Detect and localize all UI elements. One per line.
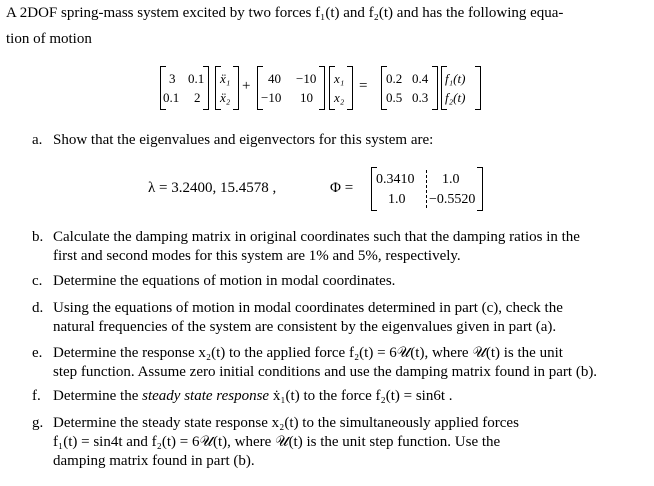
matrix-cell: 0.1 [188, 71, 205, 86]
item-a [32, 131, 632, 153]
vector-cell: ẍ₂ [220, 90, 231, 105]
matrix-cell: 3 [169, 71, 176, 86]
intro-line-1: A 2DOF spring-mass system excited by two forces f₁(t) and f₂(t) and has the following equa- [6, 5, 564, 21]
matrix-cell: 1.0 [442, 172, 460, 187]
item-label: a. [32, 132, 43, 148]
vector-cell: x₂ [334, 90, 345, 105]
phi-label: Φ = [330, 180, 354, 196]
vector-cell: f₁(t) [445, 71, 466, 86]
vector-cell: f₂(t) [445, 90, 466, 105]
displacement-vector [329, 66, 353, 110]
item-text-segment: ẋ₁(t) to the force f₂(t) = sin6t . [269, 388, 453, 404]
item-e [32, 344, 632, 384]
item-f [32, 387, 632, 407]
item-text-line: Using the equations of motion in modal coordinates determined in part (c), check the [53, 300, 563, 316]
item-text-segment: Determine the [53, 388, 143, 404]
item-label: b. [32, 229, 44, 245]
force-coefficient-matrix [381, 66, 438, 110]
matrix-cell: 0.2 [386, 71, 403, 86]
matrix-cell: 40 [268, 71, 281, 86]
item-text-line: Determine the equations of motion in modal coordinates. [53, 273, 396, 289]
force-vector [441, 66, 481, 110]
matrix-cell: 0.1 [163, 90, 180, 105]
item-label: g. [32, 415, 44, 431]
mass-matrix [160, 66, 209, 110]
matrix-cell: 2 [194, 90, 201, 105]
intro-line-2: tion of motion [6, 31, 92, 47]
matrix-cell: 0.3410 [376, 172, 415, 187]
item-c [32, 272, 632, 292]
matrix-cell: 0.3 [412, 90, 429, 105]
item-text-line: natural frequencies of the system are consistent by the eigenvalues given in part (a). [53, 319, 557, 335]
item-text-line: Calculate the damping matrix in original coordinates such that the damping ratios in the [53, 229, 580, 245]
matrix-cell: 0.4 [412, 71, 429, 86]
item-label: d. [32, 300, 44, 316]
column-divider [426, 170, 427, 208]
item-label: c. [32, 273, 43, 289]
eigenvalues-expression: λ = 3.2400, 15.4578 , [148, 180, 277, 196]
matrix-cell: 1.0 [388, 192, 406, 207]
stiffness-matrix [257, 66, 325, 110]
item-text-line: f₁(t) = sin4t and f₂(t) = 6𝒰(t), where 𝒰(t) is the unit step function. Use the [53, 434, 501, 450]
vector-cell: ẍ₁ [220, 71, 231, 86]
item-g [32, 414, 632, 474]
matrix-cell: −10 [261, 90, 282, 105]
matrix-cell: 10 [300, 90, 313, 105]
item-b [32, 228, 632, 268]
emphasized-term: steady state response [142, 388, 270, 404]
plus-sign: + [242, 78, 251, 94]
item-d [32, 299, 632, 339]
item-text-line [53, 387, 633, 406]
acceleration-vector [215, 66, 239, 110]
matrix-cell: −0.5520 [429, 192, 476, 207]
item-text-line: first and second modes for this system are 1% and 5%, respectively. [53, 248, 461, 264]
eigenvector-matrix [371, 167, 483, 211]
item-text: Show that the eigenvalues and eigenvectors for this system are: [53, 132, 434, 148]
matrix-cell: 0.5 [386, 90, 403, 105]
vector-cell: x₁ [334, 71, 345, 86]
item-text-line: Determine the response x₂(t) to the applied force f₂(t) = 6𝒰(t), where 𝒰(t) is the unit [53, 345, 563, 361]
item-text-line: Determine the steady state response x₂(t) to the simultaneously applied forces [53, 415, 519, 431]
matrix-cell: −10 [296, 71, 317, 86]
item-label: e. [32, 345, 43, 361]
item-text-line: damping matrix found in part (b). [53, 453, 255, 469]
item-label: f. [32, 388, 41, 404]
item-text-line: step function. Assume zero initial conditions and use the damping matrix found in part (b). [53, 364, 598, 380]
equals-sign: = [359, 78, 368, 94]
